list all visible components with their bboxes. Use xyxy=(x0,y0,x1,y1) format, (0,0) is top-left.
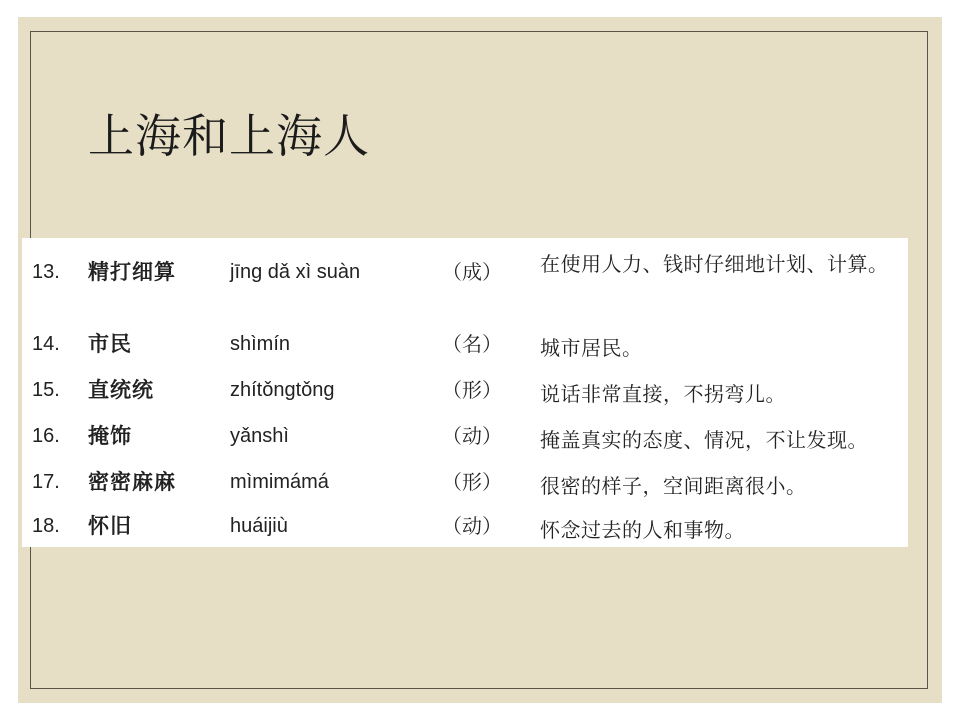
vocab-definition: 掩盖真实的态度、情况，不让发现。 xyxy=(540,428,868,452)
vocab-part-of-speech: （形） xyxy=(442,378,502,402)
vocab-pinyin: shìmín xyxy=(230,333,291,355)
vocab-pinyin: yǎnshì xyxy=(230,425,289,447)
vocab-definition: 城市居民。 xyxy=(540,336,643,360)
vocab-pinyin: mìmimámá xyxy=(230,471,329,493)
vocab-word: 怀旧 xyxy=(88,513,132,538)
vocab-definition: 在使用人力、钱时仔细地计划、计算。 xyxy=(540,252,889,276)
slide-background xyxy=(18,17,942,703)
vocab-pinyin: zhítǒngtǒng xyxy=(230,379,335,401)
vocab-pinyin: huáijiù xyxy=(230,515,288,537)
vocab-number: 15. xyxy=(32,379,60,401)
vocab-number: 13. xyxy=(32,261,60,283)
vocab-part-of-speech: （动） xyxy=(442,514,502,538)
vocab-word: 密密麻麻 xyxy=(88,469,176,494)
vocab-definition: 很密的样子，空间距离很小。 xyxy=(540,474,807,498)
vocab-part-of-speech: （成） xyxy=(442,260,502,284)
vocab-number: 14. xyxy=(32,333,60,355)
vocab-word: 直统统 xyxy=(88,377,154,402)
vocab-number: 17. xyxy=(32,471,60,493)
vocab-definition: 怀念过去的人和事物。 xyxy=(540,518,745,542)
slide-title: 上海和上海人 xyxy=(88,109,370,163)
vocab-word: 精打细算 xyxy=(88,259,176,284)
vocab-number: 16. xyxy=(32,425,60,447)
vocab-number: 18. xyxy=(32,515,60,537)
vocabulary-table xyxy=(22,238,908,547)
vocab-word: 市民 xyxy=(88,331,132,356)
vocab-part-of-speech: （名） xyxy=(442,332,502,356)
vocab-word: 掩饰 xyxy=(88,423,132,448)
vocab-part-of-speech: （动） xyxy=(442,424,502,448)
vocab-pinyin: jīng dǎ xì suàn xyxy=(230,261,361,283)
vocab-part-of-speech: （形） xyxy=(442,470,502,494)
vocab-definition: 说话非常直接，不拐弯儿。 xyxy=(540,382,786,406)
